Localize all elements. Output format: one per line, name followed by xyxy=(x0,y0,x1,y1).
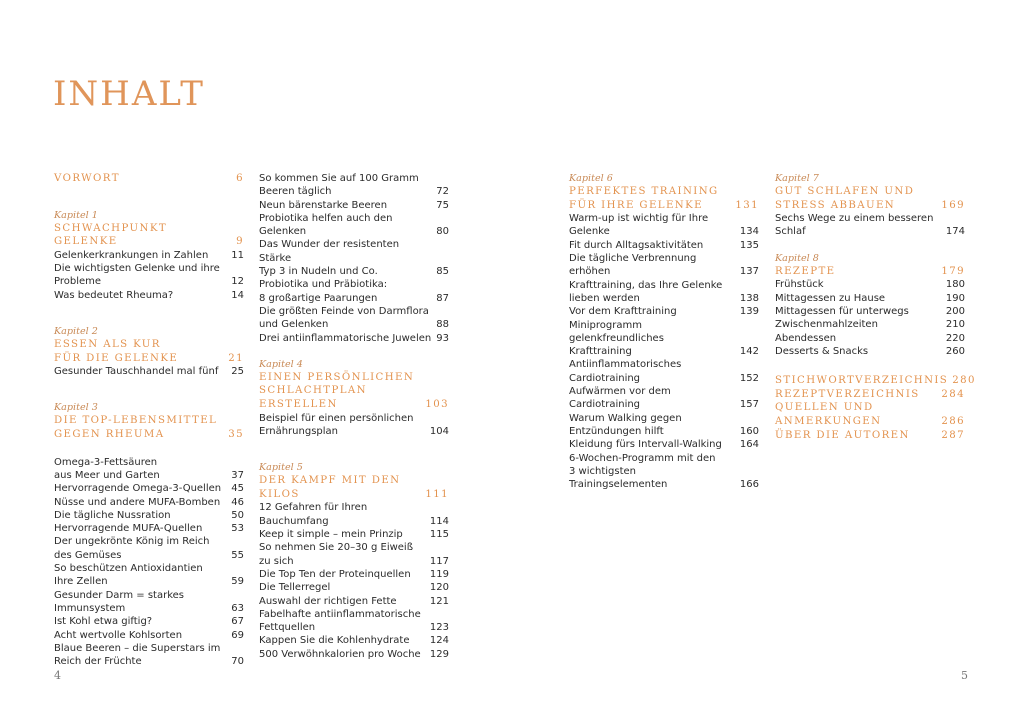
toc-entry-title: Antiinflammatorisches Cardiotraining xyxy=(569,359,682,384)
toc-entry[interactable] xyxy=(569,252,759,279)
toc-entry-page: 142 xyxy=(739,346,759,358)
toc-entry-page: 93 xyxy=(436,332,449,344)
toc-entry[interactable] xyxy=(569,412,759,439)
toc-backmatter xyxy=(775,374,976,442)
chapter-page: 131 xyxy=(735,199,759,211)
chapter-title: ESSEN ALS KUR FÜR DIE GELENKE xyxy=(54,338,179,364)
toc-entry-page: 11 xyxy=(231,249,244,261)
toc-entry-title: Warum Walking gegen Entzündungen hilft xyxy=(569,412,682,437)
toc-entry-title: Miniprogramm gelenkfreundliches Krafttraining xyxy=(569,319,664,358)
toc-entry[interactable] xyxy=(54,482,244,495)
chapter-label: Kapitel 3 xyxy=(54,402,98,414)
toc-entry-title: 12 Gefahren für Ihren Bauchumfang xyxy=(259,502,368,527)
toc-entry[interactable] xyxy=(54,562,244,589)
toc-entry[interactable] xyxy=(569,212,759,239)
toc-entry-title: Das Wunder der resistenten Stärke Typ 3 in Nudeln und Co. xyxy=(259,239,400,278)
toc-entry-title: So nehmen Sie 20–30 g Eiweiß zu sich xyxy=(259,542,413,567)
toc-entry-page: 70 xyxy=(231,656,244,668)
toc-entry-page: 190 xyxy=(945,292,965,304)
toc-entry-title: Vor dem Krafttraining xyxy=(569,306,677,318)
toc-entry-title: Kappen Sie die Kohlenhydrate xyxy=(259,635,410,647)
toc-entry[interactable] xyxy=(775,345,965,358)
toc-entry[interactable] xyxy=(775,292,965,305)
chapter-heading[interactable] xyxy=(54,222,244,249)
toc-entry[interactable] xyxy=(259,278,449,305)
toc-entry-title: Hervorragende Omega-3-Quellen xyxy=(54,483,222,495)
chapter-label: Kapitel 1 xyxy=(54,209,98,221)
toc-entry-title: Sechs Wege zu einem besseren Schlaf xyxy=(775,213,934,238)
toc-entry-title: Zwischenmahlzeiten xyxy=(775,319,878,331)
toc-entry[interactable] xyxy=(54,456,244,483)
toc-entry[interactable] xyxy=(775,332,965,345)
toc-entry[interactable] xyxy=(569,358,759,385)
toc-entry[interactable] xyxy=(54,509,244,522)
toc-entry-page: 114 xyxy=(429,515,449,527)
toc-entry[interactable] xyxy=(569,438,759,451)
toc-entry-page: 117 xyxy=(429,555,449,567)
toc-entry-page: 134 xyxy=(739,226,759,238)
toc-entry-title: Neun bärenstarke Beeren xyxy=(259,199,388,211)
toc-entry[interactable] xyxy=(569,319,759,359)
toc-entry-page: 85 xyxy=(436,266,449,278)
toc-section-page: 286 xyxy=(941,415,965,427)
toc-entry[interactable] xyxy=(54,589,244,616)
chapter-heading[interactable] xyxy=(775,185,965,212)
toc-entry[interactable] xyxy=(54,629,244,642)
chapter-heading[interactable] xyxy=(259,371,449,412)
chapter-page: 103 xyxy=(425,399,449,411)
toc-entry[interactable] xyxy=(54,522,244,535)
toc-entry[interactable] xyxy=(54,262,244,289)
toc-entry-title: Fit durch Alltagsaktivitäten xyxy=(569,239,704,251)
toc-entry-title: Omega-3-Fettsäuren aus Meer und Garten xyxy=(54,456,160,481)
toc-entry[interactable] xyxy=(569,385,759,412)
chapter-label: Kapitel 7 xyxy=(775,173,819,184)
toc-entry-page: 121 xyxy=(429,595,449,607)
toc-entry-page: 69 xyxy=(231,629,244,641)
toc-entry-title: Die tägliche Nussration xyxy=(54,509,171,521)
toc-entry-page: 164 xyxy=(739,439,759,451)
toc-entry-title: Probiotika und Präbiotika: 8 großartige Paarungen xyxy=(259,279,388,304)
toc-section-title: QUELLEN UND ANMERKUNGEN xyxy=(775,402,882,427)
chapter-page: 35 xyxy=(228,429,244,441)
toc-entry-title: Ist Kohl etwa giftig? xyxy=(54,616,153,628)
toc-entry-page: 46 xyxy=(231,496,244,508)
toc-entry-title: 500 Verwöhnkalorien pro Woche xyxy=(259,648,421,660)
toc-entry-title: Probiotika helfen auch den Gelenken xyxy=(259,212,393,238)
toc-column-4 xyxy=(775,159,976,442)
chapter-page: 169 xyxy=(941,199,965,211)
toc-entry-title: So kommen Sie auf 100 Gramm Beeren täglich xyxy=(259,173,419,198)
chapter-heading[interactable] xyxy=(775,265,965,279)
toc-section-heading[interactable] xyxy=(775,374,976,388)
chapter-label: Kapitel 8 xyxy=(775,252,819,264)
toc-entry-title: Gelenkerkrankungen in Zahlen xyxy=(54,249,209,261)
toc-entry-page: 138 xyxy=(739,292,759,304)
toc-entry-page: 37 xyxy=(231,469,244,481)
toc-chapter-5 xyxy=(259,461,449,661)
toc-section-page: 287 xyxy=(941,429,965,441)
toc-entry[interactable] xyxy=(259,568,449,581)
toc-entry-title: Mittagessen für unterwegs xyxy=(775,305,909,317)
toc-entry[interactable] xyxy=(775,278,965,291)
toc-entry[interactable] xyxy=(775,305,965,318)
chapter-title: REZEPTE xyxy=(775,265,836,277)
toc-entry-page: 115 xyxy=(429,529,449,541)
toc-entry-page: 87 xyxy=(436,292,449,304)
chapter-heading[interactable] xyxy=(54,414,244,441)
toc-entry[interactable] xyxy=(259,595,449,608)
toc-entry-page: 139 xyxy=(739,306,759,318)
chapter-title: DIE TOP-LEBENSMITTEL GEGEN RHEUMA xyxy=(54,415,218,441)
toc-section-page: 284 xyxy=(941,388,965,400)
toc-column-3 xyxy=(569,159,759,491)
toc-entry[interactable] xyxy=(54,615,244,628)
toc-entry-page: 63 xyxy=(231,602,244,614)
toc-entry-page: 14 xyxy=(231,289,244,301)
toc-section-title: STICHWORTVERZEICHNIS xyxy=(775,375,949,387)
toc-chapter-4 xyxy=(259,358,449,438)
toc-entry[interactable] xyxy=(259,199,449,212)
toc-chapter-6 xyxy=(569,172,759,491)
toc-entry-page: 55 xyxy=(231,549,244,561)
toc-entry[interactable] xyxy=(259,501,449,528)
toc-entry[interactable] xyxy=(54,496,244,509)
chapter-label: Kapitel 4 xyxy=(259,358,303,370)
toc-entry-page: 104 xyxy=(429,425,449,437)
toc-section-heading[interactable] xyxy=(775,401,965,428)
toc-entry-title: Aufwärmen vor dem Cardiotraining xyxy=(569,386,671,411)
toc-heading-vorwort[interactable] xyxy=(54,172,244,186)
chapter-title: PERFEKTES TRAINING FÜR IHRE GELENKE xyxy=(569,186,719,211)
toc-section-title: ÜBER DIE AUTOREN xyxy=(775,429,910,441)
toc-entry-page: 59 xyxy=(231,576,244,588)
chapter-title: DER KAMPF MIT DEN KILOS xyxy=(259,475,401,500)
toc-entry-page: 80 xyxy=(436,226,449,238)
chapter-heading[interactable] xyxy=(259,474,449,501)
toc-entry-title: Keep it simple – mein Prinzip xyxy=(259,529,403,541)
toc-entry[interactable] xyxy=(259,581,449,594)
toc-chapter-7 xyxy=(775,172,965,239)
toc-entry-title: Abendessen xyxy=(775,332,837,344)
toc-entry-page: 75 xyxy=(436,199,449,211)
toc-entry-title: Frühstück xyxy=(775,279,824,291)
toc-entry-title: Beispiel für einen persönlichen Ernährungsplan xyxy=(259,412,414,437)
toc-entry[interactable] xyxy=(259,528,449,541)
toc-entry-title: Auswahl der richtigen Fette xyxy=(259,595,397,607)
page-title: INHALT xyxy=(53,74,205,114)
toc-entry-title: Warm-up ist wichtig für Ihre Gelenke xyxy=(569,213,709,238)
toc-entry-page: 166 xyxy=(739,479,759,491)
toc-entry[interactable] xyxy=(259,634,449,647)
chapter-title: EINEN PERSÖNLICHEN SCHLACHTPLAN ERSTELLEN xyxy=(259,371,415,411)
chapter-heading[interactable] xyxy=(569,185,759,212)
toc-entry-page: 88 xyxy=(436,319,449,331)
toc-entry[interactable] xyxy=(259,172,449,199)
toc-entry[interactable] xyxy=(259,305,449,332)
toc-entry[interactable] xyxy=(569,452,759,492)
toc-entry[interactable] xyxy=(54,642,244,669)
toc-entry[interactable] xyxy=(259,648,449,661)
toc-entry-page: 260 xyxy=(945,345,965,357)
toc-entry-title: Die Top Ten der Proteinquellen xyxy=(259,568,411,580)
chapter-heading[interactable] xyxy=(54,338,244,365)
chapter-label: Kapitel 5 xyxy=(259,462,303,474)
toc-entry-title: So beschützen Antioxidantien Ihre Zellen xyxy=(54,563,203,588)
toc-section-heading[interactable] xyxy=(775,429,965,443)
toc-entry-title: Der ungekrönte König im Reich des Gemüses xyxy=(54,536,210,561)
toc-entry-page: 45 xyxy=(231,483,244,495)
toc-entry-page: 180 xyxy=(945,279,965,291)
toc-entry-page: 124 xyxy=(429,635,449,647)
toc-entry-title: 6-Wochen-Programm mit den 3 wichtigsten Trainingselementen xyxy=(569,452,716,491)
chapter-label: Kapitel 2 xyxy=(54,325,98,337)
toc-entry-page: 129 xyxy=(429,648,449,660)
toc-entry-title: Die tägliche Verbrennung erhöhen xyxy=(569,253,697,278)
toc-entry-title: Hervorragende MUFA-Quellen xyxy=(54,523,203,535)
toc-entry-page: 53 xyxy=(231,523,244,535)
toc-entry-title: Acht wertvolle Kohlsorten xyxy=(54,629,183,641)
toc-entry-page: 157 xyxy=(739,399,759,411)
toc-chapter-1 xyxy=(54,209,244,302)
toc-entry[interactable] xyxy=(259,238,449,278)
toc-entry-page: 220 xyxy=(945,332,965,344)
toc-entry-page: 174 xyxy=(945,226,965,238)
chapter-title: GUT SCHLAFEN UND STRESS ABBAUEN xyxy=(775,186,915,211)
toc-entry-title: Drei antiinflammatorische Juwelen xyxy=(259,332,432,344)
chapter-page: 9 xyxy=(236,236,244,248)
toc-entry-page: 67 xyxy=(231,616,244,628)
toc-entry-page: 119 xyxy=(429,568,449,580)
toc-section-page: 280 xyxy=(952,375,976,387)
toc-entry-page: 200 xyxy=(945,305,965,317)
toc-entry-title: Desserts & Snacks xyxy=(775,345,869,357)
toc-entry-page: 123 xyxy=(429,622,449,634)
page-number-left: 4 xyxy=(54,669,61,682)
toc-chapter-8 xyxy=(775,252,965,358)
toc-entry-page: 12 xyxy=(231,276,244,288)
chapter-label: Kapitel 6 xyxy=(569,173,613,184)
toc-entry-page: 210 xyxy=(945,319,965,331)
toc-heading-label: VORWORT xyxy=(54,173,120,184)
toc-entry-title: Kleidung fürs Intervall-Walking xyxy=(569,439,722,451)
toc-entry[interactable] xyxy=(259,608,449,635)
toc-entry-title: Gesunder Darm = starkes Immunsystem xyxy=(54,589,184,614)
toc-entry-page: 25 xyxy=(231,366,244,378)
toc-entry-title: Was bedeutet Rheuma? xyxy=(54,289,174,301)
page-number-right: 5 xyxy=(961,669,968,682)
toc-entry[interactable] xyxy=(259,332,449,345)
toc-entry-title: Mittagessen zu Hause xyxy=(775,292,886,304)
chapter-title: SCHWACHPUNKT GELENKE xyxy=(54,222,168,248)
toc-entry[interactable] xyxy=(54,535,244,562)
toc-entry-title: Die größten Feinde von Darmflora und Gelenken xyxy=(259,305,429,331)
toc-entry[interactable] xyxy=(569,279,759,306)
toc-entry[interactable] xyxy=(569,239,759,252)
chapter-page: 179 xyxy=(941,265,965,277)
toc-entry[interactable] xyxy=(569,305,759,318)
toc-entry[interactable] xyxy=(775,318,965,331)
toc-items-continued xyxy=(259,172,449,345)
toc-chapter-3 xyxy=(54,401,244,668)
chapter-page: 111 xyxy=(425,488,449,500)
toc-entry[interactable] xyxy=(54,365,244,378)
toc-section-title: REZEPTVERZEICHNIS xyxy=(775,388,920,400)
toc-column-2 xyxy=(259,172,449,661)
toc-entry[interactable] xyxy=(259,412,449,439)
toc-entry-page: 72 xyxy=(436,186,449,198)
toc-entry-title: Die wichtigsten Gelenke und ihre Probleme xyxy=(54,263,220,288)
toc-entry[interactable] xyxy=(54,289,244,302)
toc-entry-title: Nüsse und andere MUFA-Bomben xyxy=(54,496,221,508)
toc-column-1 xyxy=(54,172,244,668)
toc-entry-page: 120 xyxy=(429,582,449,594)
toc-entry-page: 160 xyxy=(739,425,759,437)
toc-section-heading[interactable] xyxy=(775,388,965,402)
toc-chapter-2 xyxy=(54,325,244,378)
toc-entry[interactable] xyxy=(259,541,449,568)
toc-entry-title: Fabelhafte antiinflammatorische Fettquellen xyxy=(259,608,421,634)
toc-entry-title: Krafttraining, das Ihre Gelenke lieben werden xyxy=(569,279,723,304)
toc-entry-page: 50 xyxy=(231,509,244,521)
chapter-page: 21 xyxy=(228,352,244,364)
toc-entry[interactable] xyxy=(259,212,449,239)
toc-entry-title: Die Tellerregel xyxy=(259,582,331,594)
toc-entry[interactable] xyxy=(54,249,244,262)
toc-heading-page: 6 xyxy=(236,173,244,184)
toc-entry-page: 137 xyxy=(739,266,759,278)
toc-entry-page: 135 xyxy=(739,239,759,251)
toc-entry[interactable] xyxy=(775,212,965,239)
toc-entry-title: Blaue Beeren – die Superstars im Reich der Früchte xyxy=(54,642,221,668)
toc-entry-title: Gesunder Tauschhandel mal fünf xyxy=(54,366,219,378)
toc-entry-page: 152 xyxy=(739,372,759,384)
